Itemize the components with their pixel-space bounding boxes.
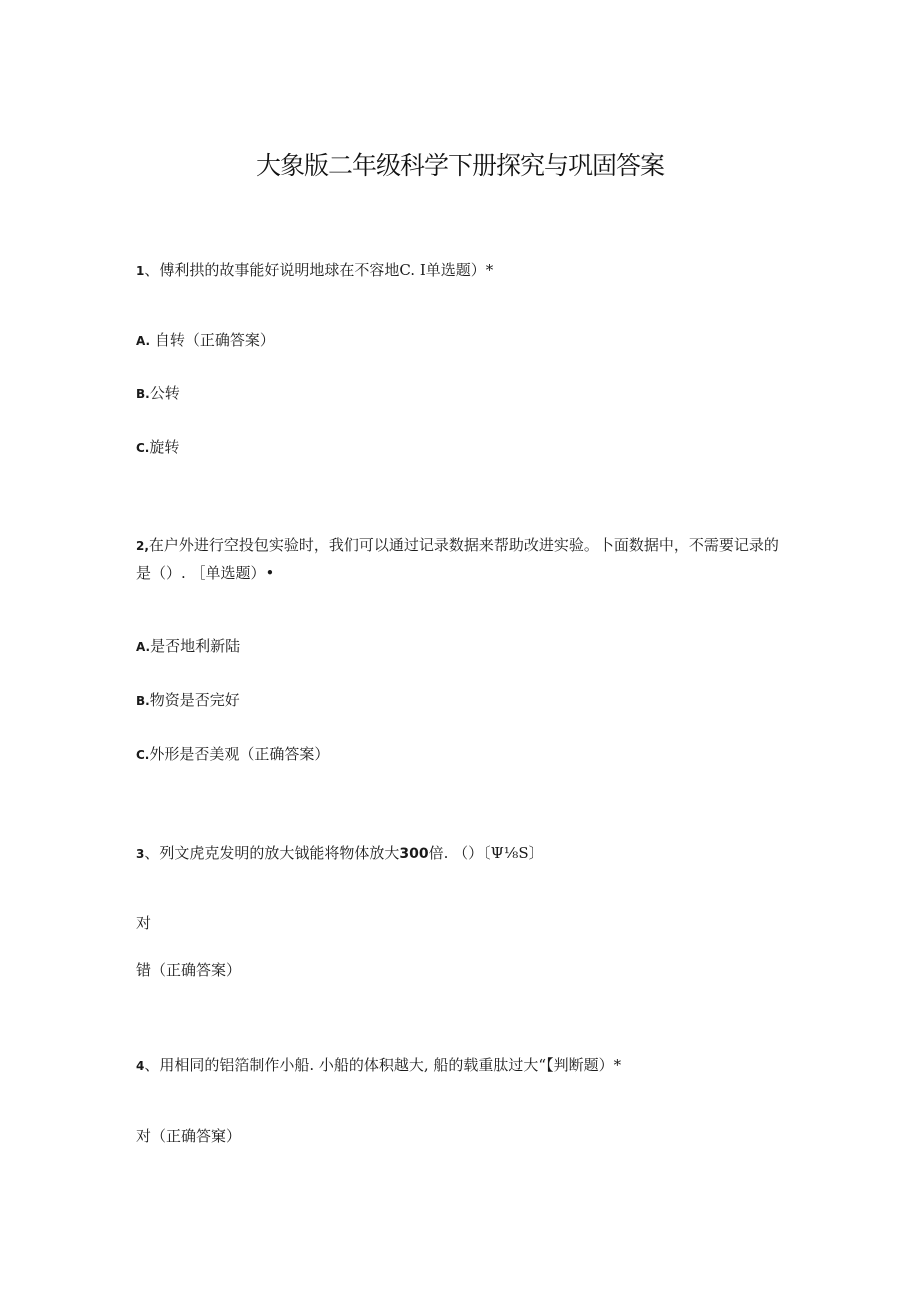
question-2-option-a: A.是否地利新陆: [136, 637, 241, 655]
question-4-stem: [136, 1055, 621, 1076]
question-4-option-true: 对（正确答窠）: [136, 1127, 242, 1145]
question-1-text: 、傅利拱的故事能好说明地球在不容地C. I单选题）*: [144, 261, 494, 279]
question-2-number: 2,: [136, 539, 149, 553]
question-1-stem: [136, 260, 493, 281]
question-3-stem: 3、列文虎克发明的放大钺能将物体放大300倍. （）〔Ψ⅛S〕: [136, 844, 544, 862]
question-3-option-true: 对: [136, 914, 152, 932]
question-4-number: 4: [136, 1059, 145, 1073]
document-title: 大象版二年级科学下册探究与巩固答案: [255, 151, 664, 180]
question-1-option-a: A. 自转（正确答案）: [136, 331, 275, 349]
question-2-option-b: B.物资是否完好: [136, 691, 240, 709]
question-2-option-c: C.外形是否美观（正确答案）: [136, 745, 330, 763]
question-2-text: 在户外进行空投包实验时，我们可以通过记录数据来帮助改进实验。卜面数据中，不需要记录的是（）. ［单选题）•: [136, 536, 779, 582]
question-3-number: 3: [136, 847, 145, 861]
question-1-option-c: C.旋转: [136, 438, 180, 456]
question-2-stem: [136, 532, 786, 587]
question-1-option-b: B.公转: [136, 384, 180, 402]
question-3-option-false: 错（正确答案）: [136, 961, 242, 979]
question-4-text: 、用相同的铝箔制作小船. 小船的体积越大, 船的载重肽过大“【判断题）*: [144, 1056, 622, 1074]
question-1-number: 1: [136, 264, 145, 278]
